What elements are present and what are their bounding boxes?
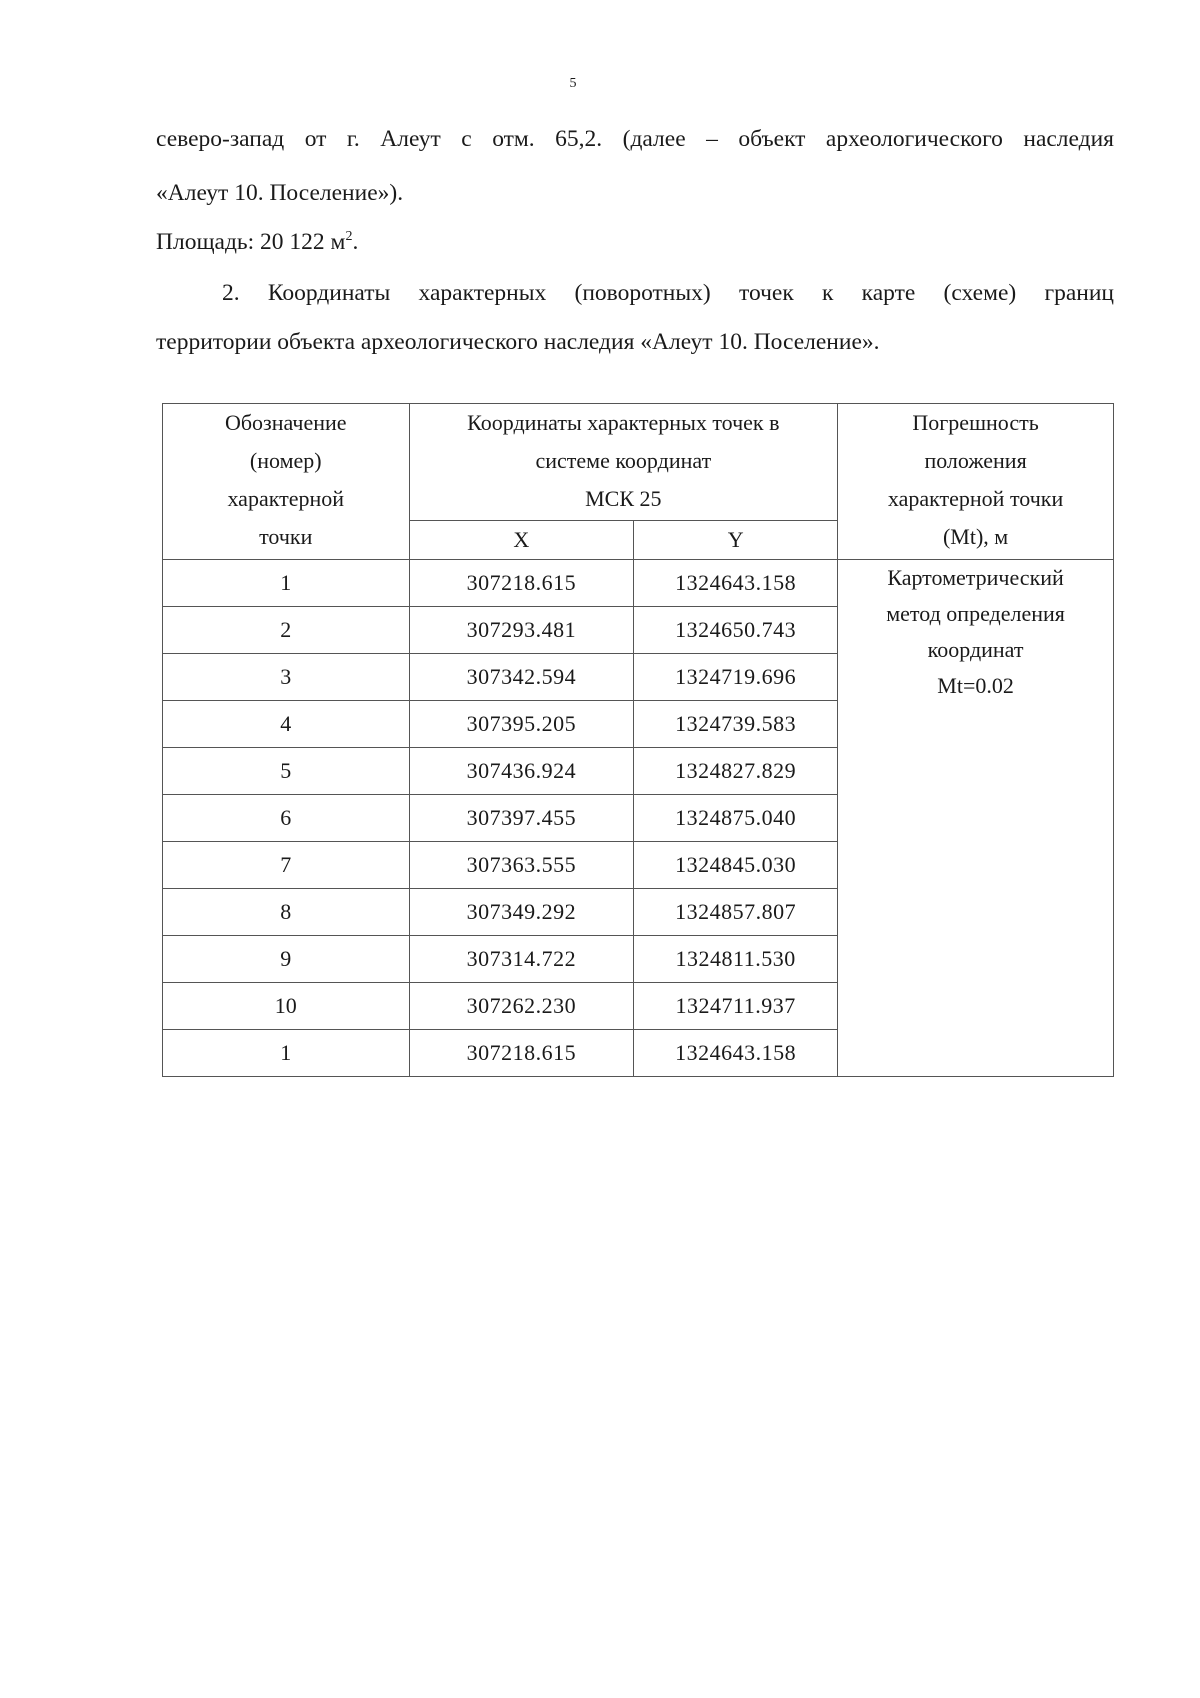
cell-y: 1324845.030	[634, 842, 838, 889]
cell-x: 307395.205	[409, 701, 634, 748]
header-error-line: характерной точки	[887, 486, 1064, 511]
cell-x: 307342.594	[409, 654, 634, 701]
header-error-line: положения	[924, 448, 1027, 473]
paragraph-coordinates-heading: 2. Координаты характерных (поворотных) точек к карте (схеме) границ	[222, 280, 1114, 306]
header-point	[163, 404, 410, 560]
method-line: метод определения	[886, 601, 1065, 626]
header-error-line: (Mt), м	[942, 524, 1009, 549]
cell-x: 307363.555	[409, 842, 634, 889]
cell-x: 307314.722	[409, 936, 634, 983]
cell-x: 307293.481	[409, 607, 634, 654]
cell-x: 307397.455	[409, 795, 634, 842]
header-point-line: характерной	[227, 486, 345, 511]
header-coords-line: МСК 25	[585, 486, 662, 511]
header-coords-line: системе координат	[535, 448, 712, 473]
cell-y: 1324719.696	[634, 654, 838, 701]
cell-point: 10	[163, 983, 410, 1030]
page-number: 5	[569, 76, 577, 91]
cell-x: 307218.615	[409, 560, 634, 607]
cell-point: 4	[163, 701, 410, 748]
header-coords-line: Координаты характерных точек в	[467, 410, 780, 435]
header-coordinates	[409, 404, 838, 521]
cell-point: 2	[163, 607, 410, 654]
cell-y: 1324643.158	[634, 1030, 838, 1077]
cell-x: 307218.615	[409, 1030, 634, 1077]
cell-point: 8	[163, 889, 410, 936]
cell-method	[838, 560, 1114, 1077]
paragraph-area	[156, 229, 358, 256]
paragraph-location: северо-запад от г. Алеут с отм. 65,2. (далее – объект археологического наследия	[156, 126, 1114, 152]
area-superscript: 2	[345, 229, 353, 244]
cell-point: 1	[163, 1030, 410, 1077]
area-text: Площадь: 20 122 м	[156, 229, 346, 255]
cell-y: 1324827.829	[634, 748, 838, 795]
paragraph-object-name: «Алеут 10. Поселение»).	[156, 180, 404, 206]
cell-point: 1	[163, 560, 410, 607]
area-suffix: .	[352, 229, 359, 255]
cell-point: 6	[163, 795, 410, 842]
method-line: координат	[927, 637, 1024, 662]
coordinates-table	[162, 403, 1114, 1077]
header-point-line: точки	[259, 524, 313, 549]
table-header-row	[163, 404, 1114, 521]
cell-y: 1324811.530	[634, 936, 838, 983]
method-line: Mt=0.02	[937, 673, 1014, 698]
method-line: Картометрический	[887, 565, 1064, 590]
cell-point: 9	[163, 936, 410, 983]
cell-x: 307349.292	[409, 889, 634, 936]
cell-y: 1324857.807	[634, 889, 838, 936]
table-row	[163, 560, 1114, 607]
paragraph-coordinates-heading-cont: территории объекта археологического наследия «Алеут 10. Поселение».	[156, 329, 880, 355]
cell-y: 1324739.583	[634, 701, 838, 748]
header-error-line: Погрешность	[912, 410, 1039, 435]
cell-y: 1324650.743	[634, 607, 838, 654]
cell-point: 3	[163, 654, 410, 701]
header-point-line: (номер)	[249, 448, 322, 473]
cell-y: 1324643.158	[634, 560, 838, 607]
header-point-line: Обозначение	[224, 410, 347, 435]
cell-x: 307436.924	[409, 748, 634, 795]
header-error	[838, 404, 1114, 560]
cell-point: 7	[163, 842, 410, 889]
cell-point: 5	[163, 748, 410, 795]
header-x: X	[409, 521, 634, 560]
cell-y: 1324875.040	[634, 795, 838, 842]
cell-y: 1324711.937	[634, 983, 838, 1030]
cell-x: 307262.230	[409, 983, 634, 1030]
header-y: Y	[634, 521, 838, 560]
